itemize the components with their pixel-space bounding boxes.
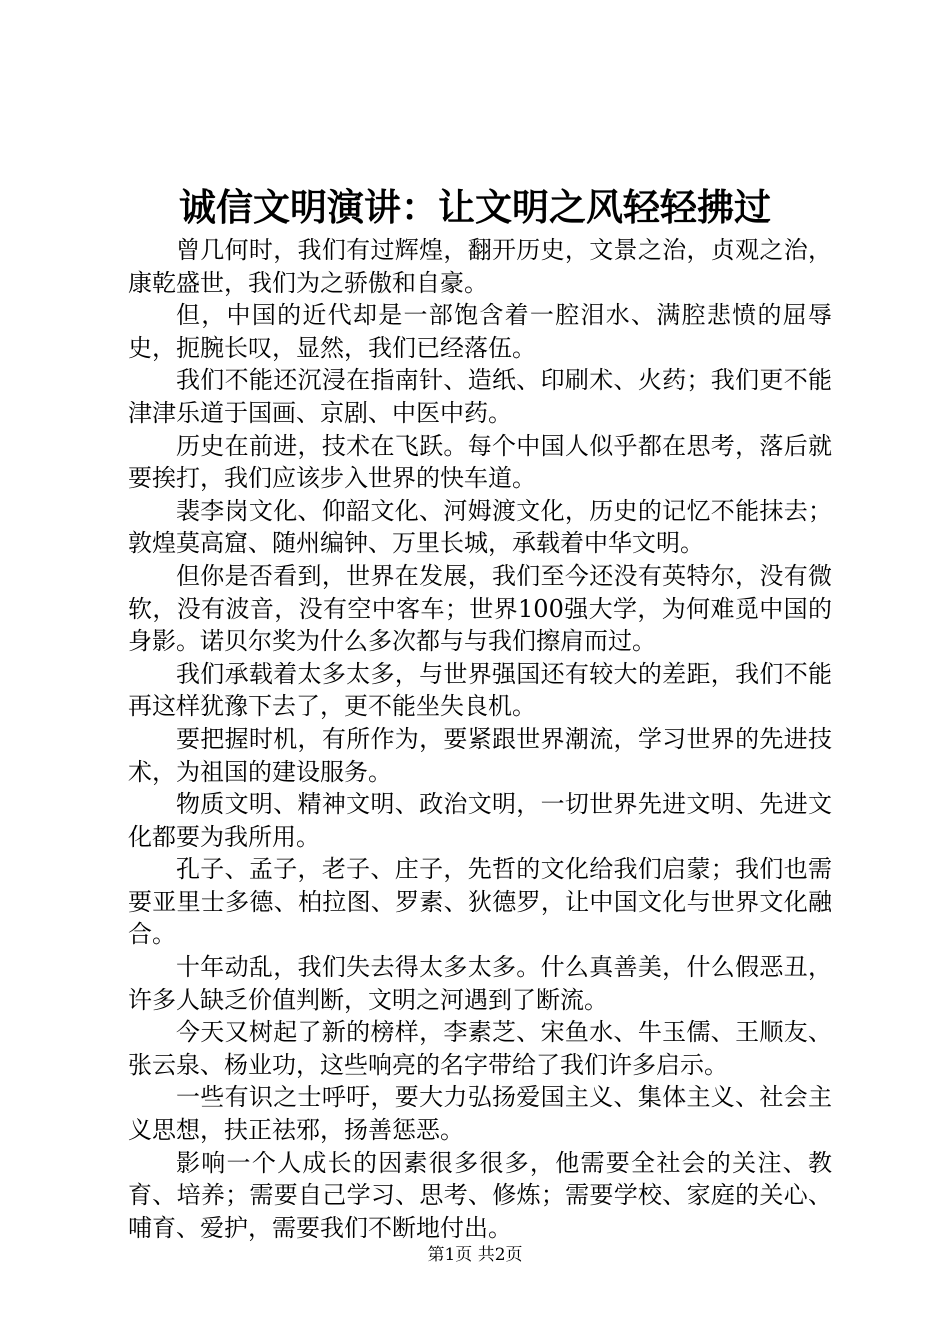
paragraph: 我们承载着太多太多，与世界强国还有较大的差距，我们不能再这样犹豫下去了，更不能坐失良机。 <box>128 659 832 721</box>
paragraph: 我们不能还沉浸在指南针、造纸、印刷术、火药；我们更不能津津乐道于国画、京剧、中医中药。 <box>128 366 832 427</box>
paragraph: 影响一个人成长的因素很多很多，他需要全社会的关注、教育、培养；需要自己学习、思考、修炼；需要学校、家庭的关心、哺育、爱护，需要我们不断地付出。 <box>128 1148 832 1242</box>
page-number-footer: 第1页 共2页 <box>427 1245 523 1265</box>
paragraph: 今天又树起了新的榜样，李素芝、宋鱼水、牛玉儒、王顺友、张云泉、杨业功，这些响亮的名字带给了我们许多启示。 <box>128 1018 832 1079</box>
paragraph: 一些有识之士呼吁，要大力弘扬爱国主义、集体主义、社会主义思想，扶正祛邪，扬善惩恶。 <box>128 1083 832 1145</box>
paragraph: 要把握时机，有所作为，要紧跟世界潮流，学习世界的先进技术，为祖国的建设服务。 <box>128 724 832 786</box>
paragraph: 十年动乱，我们失去得太多太多。什么真善美，什么假恶丑，许多人缺乏价值判断，文明之河遇到了断流。 <box>128 953 832 1014</box>
document-body <box>128 234 832 1244</box>
paragraph: 物质文明、精神文明、政治文明，一切世界先进文明、先进文化都要为我所用。 <box>128 790 832 851</box>
paragraph: 但你是否看到，世界在发展，我们至今还没有英特尔，没有微软，没有波音，没有空中客车；世界100强大学，为何难觅中国的身影。诺贝尔奖为什么多次都与与我们擦肩而过。 <box>128 561 832 656</box>
document-title: 诚信文明演讲：让文明之风轻轻拂过 <box>179 185 771 229</box>
paragraph: 历史在前进，技术在飞跃。每个中国人似乎都在思考，落后就要挨打，我们应该步入世界的快车道。 <box>128 431 832 493</box>
paragraph: 孔子、孟子，老子、庄子，先哲的文化给我们启蒙；我们也需要亚里士多德、柏拉图、罗素、狄德罗，让中国文化与世界文化融合。 <box>128 855 832 949</box>
paragraph: 但，中国的近代却是一部饱含着一腔泪水、满腔悲愤的屈辱史，扼腕长叹，显然，我们已经落伍。 <box>128 301 832 362</box>
paragraph: 裴李岗文化、仰韶文化、河姆渡文化，历史的记忆不能抹去；敦煌莫高窟、随州编钟、万里长城，承载着中华文明。 <box>128 496 832 558</box>
paragraph: 曾几何时，我们有过辉煌，翻开历史，文景之治，贞观之治，康乾盛世，我们为之骄傲和自豪。 <box>128 236 832 297</box>
